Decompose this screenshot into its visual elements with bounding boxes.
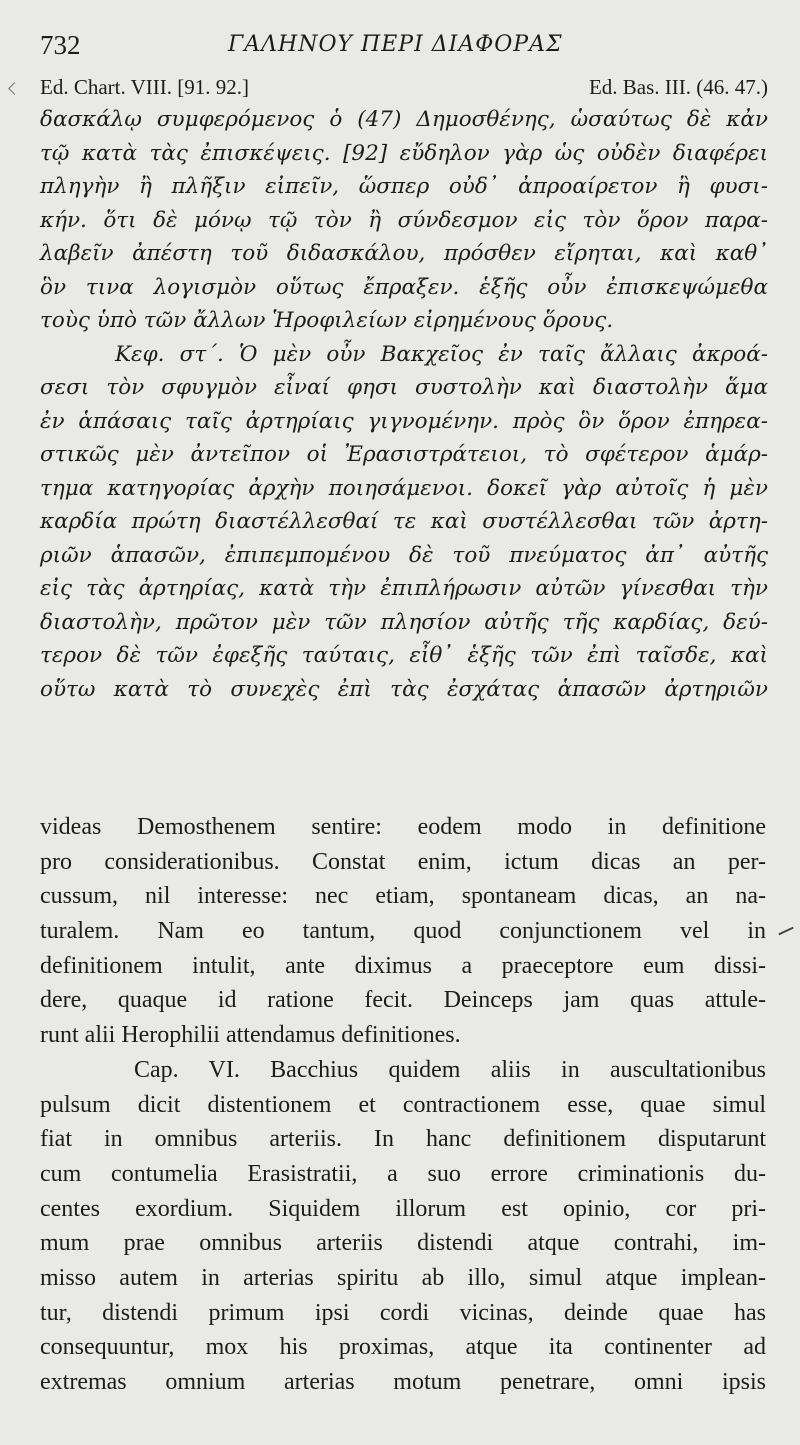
greek-line: καρδία πρώτη διαστέλλεσθαί τε καὶ συστέλλεσθαι τῶν ἀρτη- [40, 509, 768, 534]
greek-line: ὃν τινα λογισμὸν οὕτως ἔπραξεν. ἑξῆς οὖν ἐπισκεψώμεθα [40, 274, 768, 300]
greek-line: τῷ κατὰ τὰς ἐπισκέψεις. [92] εὔδηλον γὰρ ὡς οὐδὲν διαφέρει [40, 140, 768, 166]
running-title: ΓΑΛΗΝΟΥ ΠΕΡΙ ΔΙΑΦΟΡΑΣ [228, 32, 563, 57]
latin-line: mum prae omnibus arteriis distendi atque contrahi, im- [40, 1230, 766, 1257]
latin-line: pulsum dicit distentionem et contractionem esse, quae simul [40, 1091, 766, 1118]
latin-chapter-heading-line: Cap. VI. Bacchius quidem aliis in auscultationibus [134, 1056, 766, 1083]
greek-line: σεσι τὸν σφυγμὸν εἶναί φησι συστολὴν καὶ διαστολὴν ἅμα [40, 375, 768, 400]
greek-line: κήν. ὅτι δὲ μόνῳ τῷ τὸν ἢ σύνδεσμον εἰς τὸν ὅρον παρα- [40, 207, 768, 233]
latin-line: centes exordium. Siquidem illorum est opinio, cor pri- [40, 1195, 766, 1222]
greek-line: εἰς τὰς ἀρτηρίας, κατὰ τὴν ἐπιπλήρωσιν αὐτῶν γίνεσθαι τὴν [40, 576, 768, 601]
greek-line: στικῶς μὲν ἀντεῖπον οἱ Ἐρασιστράτειοι, τὸ σφέτερον ἁμάρ- [40, 442, 768, 467]
latin-line: pro considerationibus. Constat enim, ictum dicas an per- [40, 848, 766, 875]
latin-line: misso autem in arterias spiritu ab illo, simul atque implean- [40, 1264, 766, 1291]
latin-line: videas Demosthenem sentire: eodem modo in definitione [40, 814, 766, 840]
latin-line: runt alii Herophilii attendamus definitiones. [40, 1022, 461, 1049]
greek-line: τερον δὲ τῶν ἐφεξῆς ταύταις, εἶθ᾽ ἑξῆς τῶν ἐπὶ ταῖσδε, καὶ [40, 643, 768, 668]
running-head [40, 30, 770, 64]
page-number: 732 [40, 30, 81, 60]
latin-line: consequuntur, mox his proximas, atque ita continenter ad [40, 1334, 766, 1361]
greek-text-block [40, 103, 768, 706]
greek-chapter-heading-line: Κεφ. στ΄. Ὁ μὲν οὖν Βακχεῖος ἐν ταῖς ἄλλαις ἀκροά- [115, 341, 768, 367]
latin-line: fiat in omnibus arteriis. In hanc definitionem disputarunt [40, 1126, 766, 1153]
greek-line: ριῶν ἁπασῶν, ἐπιπεμπομένου δὲ τοῦ πνεύματος ἀπ᾽ αὐτῆς [40, 542, 768, 568]
edition-right: Ed. Bas. III. (46. 47.) [588, 75, 768, 99]
latin-line: tur, distendi primum ipsi cordi vicinas, deinde quae has [40, 1299, 766, 1326]
edition-left: Ed. Chart. VIII. [91. 92.] [40, 75, 249, 99]
margin-dash [778, 927, 793, 936]
greek-line: διαστολὴν, πρῶτον μὲν τῶν πλησίον αὐτῆς τῆς καρδίας, δεύ- [40, 609, 768, 635]
latin-text-block [40, 810, 766, 1400]
latin-line: cussum, nil interesse: nec etiam, spontaneam dicas, an na- [40, 883, 766, 910]
greek-line: τημα κατηγορίας ἀρχὴν ποιησάμενοι. δοκεῖ γὰρ αὐτοῖς ἡ μὲν [40, 475, 768, 501]
greek-line: πληγὴν ἢ πλῆξιν εἰπεῖν, ὥσπερ οὐδ᾽ ἀπροαίρετον ἢ φυσι- [40, 174, 768, 199]
latin-line: cum contumelia Erasistratii, a suo errore criminationis du- [40, 1160, 766, 1187]
greek-line: δασκάλῳ συμφερόμενος ὁ (47) Δημοσθένης, ὡσαύτως δὲ κἀν [40, 107, 768, 132]
latin-line: definitionem intulit, ante diximus a praeceptore eum dissi- [40, 952, 766, 979]
latin-line: turalem. Nam eo tantum, quod conjunctionem vel in [40, 918, 766, 945]
latin-line: dere, quaque id ratione fecit. Deinceps jam quas attule- [40, 987, 766, 1014]
latin-line: extremas omnium arterias motum penetrare, omni ipsis [40, 1369, 766, 1395]
greek-line: οὕτω κατὰ τὸ συνεχὲς ἐπὶ τὰς ἐσχάτας ἁπασῶν ἀρτηριῶν [40, 676, 768, 702]
greek-line: τοὺς ὑπὸ τῶν ἄλλων Ἡροφιλείων εἰρημένους ὅρους. [40, 308, 614, 333]
greek-line: ἐν ἁπάσαις ταῖς ἀρτηρίαις γιγνομένην. πρὸς ὃν ὅρον ἐπηρεα- [40, 408, 768, 434]
margin-mark [8, 82, 21, 95]
greek-line: λαβεῖν ἀπέστη τοῦ διδασκάλου, πρόσθεν εἴρηται, καὶ καθ᾽ [40, 241, 768, 266]
edition-references [40, 75, 768, 103]
